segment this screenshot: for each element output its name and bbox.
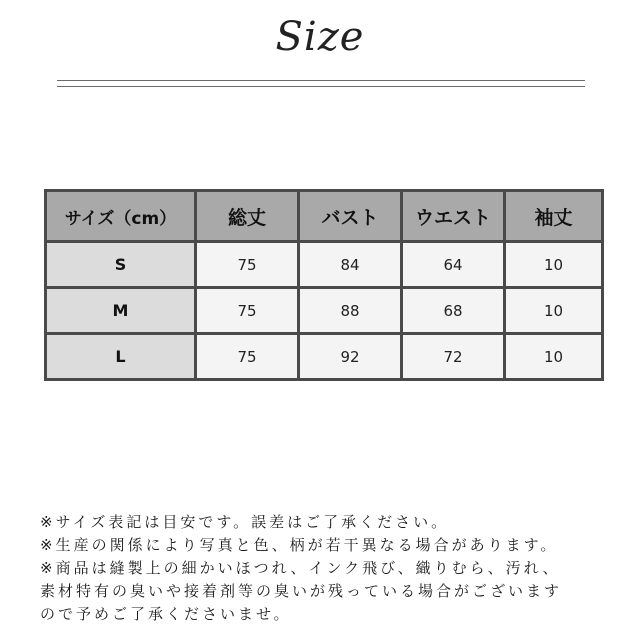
header-length: 総丈 [197,192,297,240]
cell-length: 75 [197,243,297,286]
cell-waist: 72 [403,335,503,378]
cell-sleeve: 10 [506,335,601,378]
cell-waist: 68 [403,289,503,332]
size-label: S [47,243,194,286]
size-label: L [47,335,194,378]
size-table [44,189,604,381]
header-size: サイズ（cm） [47,192,194,240]
cell-sleeve: 10 [506,289,601,332]
note-line: ※商品は縫製上の細かいほつれ、インク飛び、織りむら、汚れ、 [40,559,561,577]
note-line: 素材特有の臭いや接着剤等の臭いが残っている場合がございます [40,582,563,600]
title-divider-top [57,80,585,81]
note-line: ので予めご了承くださいませ。 [40,605,292,623]
size-label: M [47,289,194,332]
cell-waist: 64 [403,243,503,286]
cell-bust: 84 [300,243,400,286]
table-header-row [47,192,601,240]
table-row [47,243,601,286]
cell-length: 75 [197,289,297,332]
cell-sleeve: 10 [506,243,601,286]
header-bust: バスト [300,192,400,240]
note-line: ※生産の関係により写真と色、柄が若干異なる場合があります。 [40,536,559,554]
title-divider-bottom [57,86,585,87]
cell-length: 75 [197,335,297,378]
note-line: ※サイズ表記は目安です。誤差はご了承ください。 [40,513,450,531]
header-sleeve: 袖丈 [506,192,601,240]
cell-bust: 92 [300,335,400,378]
cell-bust: 88 [300,289,400,332]
header-waist: ウエスト [403,192,503,240]
table-row [47,289,601,332]
notes-block [40,511,620,626]
page-title: Size [275,14,365,60]
table-row [47,335,601,378]
